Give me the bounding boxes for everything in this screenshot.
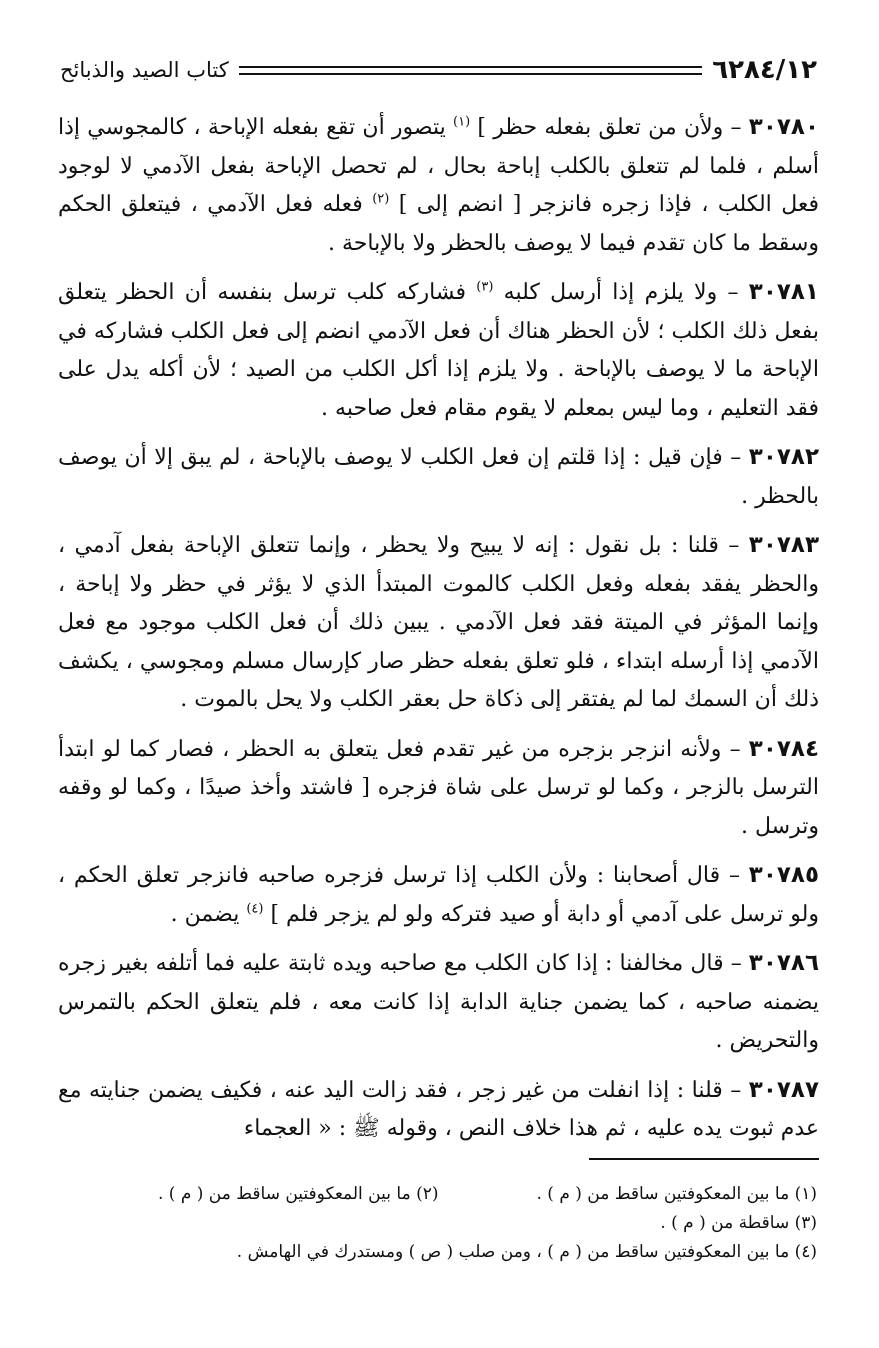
paragraph-text: يتصور أن تقع بفعله الإباحة ، كالمجوسي إذا أسلم ، فلما لم تتعلق بالكلب إباحة بحال ، لم تحصل الإباحة بفعل الآدمي لا لوجود فعل الكلب ، فإذا زجره فانزجر [ انضم إلى ]: [58, 115, 820, 217]
paragraph-text: فعله فعل الآدمي ، فيتعلق الحكم وسقط ما كان تقدم فيما لا يوصف بالحظر ولا بالإباحة .: [58, 192, 819, 256]
paragraph-number: ٣٠٧٨١: [748, 279, 819, 305]
paragraph: [58, 108, 819, 263]
paragraph-text: يضمن .: [170, 901, 247, 927]
book-title: كتاب الصيد والذبائح: [60, 58, 229, 82]
paragraph: [58, 438, 819, 516]
footnote-reference: (٢): [372, 191, 390, 207]
paragraph-text: – قلنا : إذا انفلت من غير زجر ، فقد زالت اليد عنه ، فكيف يضمن جنايته مع عدم ثبوت يده عليه ، ثم هذا خلاف النص ، وقوله ﷺ : « العجماء: [58, 1077, 819, 1141]
paragraph-number: ٣٠٧٨٤: [748, 735, 819, 762]
paragraph-number: ٣٠٧٨٢: [748, 444, 819, 470]
paragraph-text: – فإن قيل : إذا قلتم إن فعل الكلب لا يوصف بالإباحة ، لم يبق إلا أن يوصف بالحظر .: [58, 445, 819, 509]
footnote-1: (١) ما بين المعكوفتين ساقط من ( م ) .: [536, 1184, 817, 1204]
paragraph-number: ٣٠٧٨٠: [748, 114, 819, 140]
footnote-reference: (٤): [246, 901, 264, 917]
page-header: [60, 50, 817, 90]
paragraph: [58, 273, 819, 428]
paragraph-text: – قلنا : بل نقول : إنه لا يبيح ولا يحظر ، وإنما تتعلق الإباحة بفعل آدمي ، والحظر يفقد بفعله وفعل الكلب كالموت المبتدأ الذي لا يؤثر في حظر ولا إباحة ، وإنما المؤثر في الميتة فقد فعل الآدمي . يبين ذلك أن فعل الكلب موجود مع فعل الآدمي إذا أرسله ابتداء ، فلو تعلق بفعله حظر صار كإرسال مسلم ومجوسي ، يكشف ذلك أن السمك لما لم يفتقر إلى ذكاة حل بعقر الكلب ولا يحل بالموت .: [58, 533, 819, 712]
footnote-separator: [589, 1158, 819, 1160]
paragraph: [58, 1071, 819, 1149]
paragraph-text: – ولأنه انزجر بزجره من غير تقدم فعل يتعلق به الحظر ، فصار كما لو ابتدأ الترسل بالزجر ، وكما لو ترسل على شاة فزجره [ فاشتد وأخذ صيدًا ، وكما لو وقفه وترسل .: [58, 736, 819, 839]
paragraph-text: – ولأن من تعلق بفعله حظر ]: [470, 115, 749, 140]
paragraph: [58, 730, 819, 847]
footnote-3: (٣) ساقطة من ( م ) .: [660, 1213, 817, 1233]
header-rule: [239, 66, 703, 75]
paragraph: [58, 944, 819, 1061]
page-number: ٦٢٨٤/١٢: [712, 55, 817, 85]
paragraph-text: فشاركه كلب ترسل بنفسه أن الحظر يتعلق بفعل ذلك الكلب ؛ لأن الحظر هناك أن فعل الآدمي انضم إلى فعل الكلب فشاركه في الإباحة ما لا يوصف بالإباحة . ولا يلزم إذا أكل الكلب من الصيد ؛ لأن أكله يدل على فقد التعليم ، وما ليس بمعلم لا يقوم مقام فعل صاحبه .: [58, 280, 819, 421]
paragraph: [58, 856, 819, 934]
paragraph-number: ٣٠٧٨٥: [748, 862, 819, 888]
page-body: [58, 108, 819, 1159]
footnote-row: [60, 1180, 817, 1209]
paragraph-text: – ولا يلزم إذا أرسل كلبه: [493, 280, 749, 305]
footnotes: [60, 1180, 817, 1267]
paragraph-number: ٣٠٧٨٧: [748, 1076, 819, 1103]
paragraph-number: ٣٠٧٨٣: [748, 532, 819, 558]
paragraph-text: – قال مخالفنا : إذا كان الكلب مع صاحبه ويده ثابتة عليه فما أتلفه بغير زجره يضمنه صاحبه ، كما يضمن جناية الدابة إذا كانت معه ، فلم يتعلق الحكم بالتمرس والتحريض .: [58, 951, 819, 1053]
footnote-reference: (١): [453, 114, 471, 130]
footnote-reference: (٣): [476, 279, 494, 295]
footnote-2: (٢) ما بين المعكوفتين ساقط من ( م ) .: [158, 1184, 439, 1204]
paragraph-text: – قال أصحابنا : ولأن الكلب إذا ترسل فزجره صاحبه فانزجر تعلق الحكم ، ولو ترسل على آدمي أو دابة أو صيد فتركه ولو لم يزجر فلم ]: [58, 863, 819, 927]
paragraph: [58, 526, 819, 720]
footnote-4: (٤) ما بين المعكوفتين ساقط من ( م ) ، ومن صلب ( ص ) ومستدرك في الهامش .: [236, 1242, 817, 1262]
paragraph-number: ٣٠٧٨٦: [748, 950, 819, 976]
